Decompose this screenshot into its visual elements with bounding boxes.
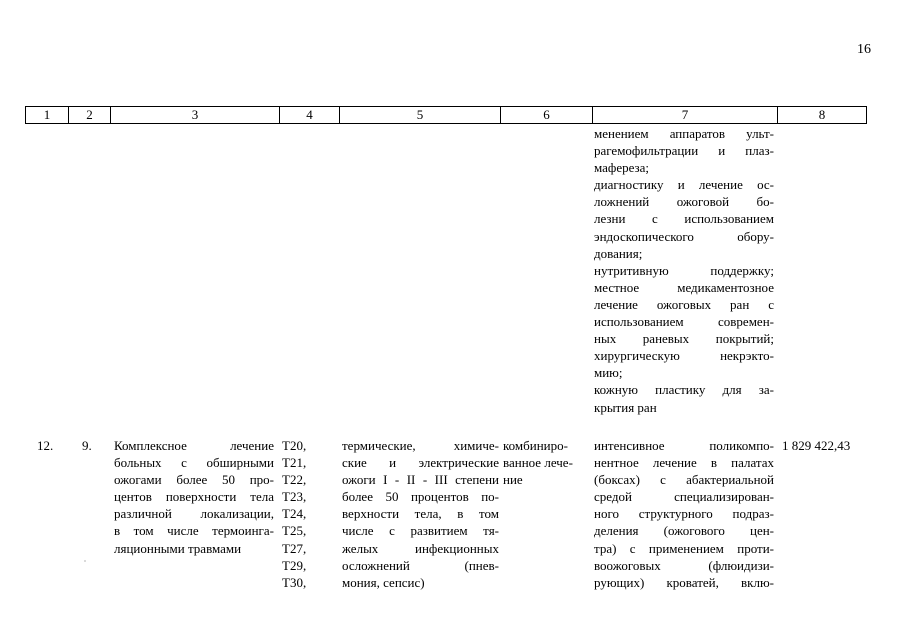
text-line: центов поверхности тела [114,489,274,505]
text-line: рующих) кроватей, вклю- [594,574,774,590]
header-col-6: 6 [543,107,550,122]
text-line: тра) с применением проти- [594,540,774,556]
text-line: ские и электрические [342,455,499,471]
text-line: использованием современ- [594,314,774,330]
text-line: средой специализирован- [594,489,774,505]
text-line: нутритивную поддержку; [594,262,774,278]
text-line: больных с обширными [114,455,274,471]
scan-speck [84,560,86,562]
text-line: T27, [282,540,307,556]
header-col-2: 2 [86,107,93,122]
treatment-type [503,437,573,488]
table-header-row [25,106,867,124]
text-line: более 50 процентов по- [342,489,499,505]
text-line: ляционными травмами [114,540,242,556]
continued-col7-text [594,125,774,416]
text-line: T21, [282,455,307,471]
text-line: менением аппаратов ульт- [594,126,774,141]
text-line: крытия ран [594,399,657,415]
text-line: осложнений (пнев- [342,557,499,573]
text-line: T20, [282,438,307,453]
patient-model [342,437,499,591]
header-col-3: 3 [191,107,199,122]
text-line: интенсивное поликомпо- [594,438,774,453]
text-line: ных раневых покрытий; [594,331,774,347]
text-line: ванное лече- [503,455,573,471]
text-line: мония, сепсис) [342,574,425,590]
text-line: местное медикаментозное [594,279,774,295]
text-line: T22, [282,472,307,488]
text-line: верхности тела, в том [342,506,499,522]
text-line: лезни с использованием [594,211,774,227]
header-col-4: 4 [306,107,313,122]
text-line: Комплексное лечение [114,438,274,453]
text-line: ложнений ожоговой бо- [594,194,774,210]
text-line: диагностику и лечение ос- [594,177,774,193]
text-line: нентное лечение в палатах [594,455,774,471]
treatment-name [114,437,274,557]
text-line: мию; [594,365,623,381]
cost-value: 1 829 422,43 [782,438,851,453]
header-col-8: 8 [818,107,826,122]
text-line: ного структурного подраз- [594,506,774,522]
text-line: хирургическую некрэкто- [594,348,774,364]
text-line: различной локализации, [114,506,274,522]
text-line: мафереза; [594,160,650,176]
text-line: ние [503,472,523,488]
text-line: желых инфекционных [342,540,499,556]
header-col-5: 5 [416,107,424,122]
text-line: рагемофильтрации и плаз- [594,143,774,159]
text-line: T30, [282,574,307,590]
text-line: эндоскопического обору- [594,228,774,244]
text-line: (боксах) с абактериальной [594,472,774,488]
text-line: T25, [282,523,307,539]
page-number: 16 [857,42,871,57]
text-line: воожоговых (флюидизи- [594,557,774,573]
text-line: T23, [282,489,307,505]
text-line: ожоги I - II - III степени [342,472,499,488]
text-line: числе с развитием тя- [342,523,499,539]
row-number: 12. [37,438,54,453]
text-line: комбиниро- [503,438,568,453]
text-line: в том числе термоинга- [114,523,274,539]
text-line: ожогами более 50 про- [114,472,274,488]
icd-codes [282,437,306,591]
text-line: T24, [282,506,307,522]
text-line: дования; [594,245,643,261]
text-line: кожную пластику для за- [594,382,774,398]
treatment-method [594,437,774,591]
subgroup-number: 9. [82,438,92,453]
header-col-7: 7 [681,107,689,122]
header-col-1: 1 [43,107,51,122]
text-line: деления (ожогового цен- [594,523,774,539]
text-line: лечение ожоговых ран с [594,296,774,312]
text-line: T29, [282,557,307,573]
text-line: термические, химиче- [342,438,499,453]
